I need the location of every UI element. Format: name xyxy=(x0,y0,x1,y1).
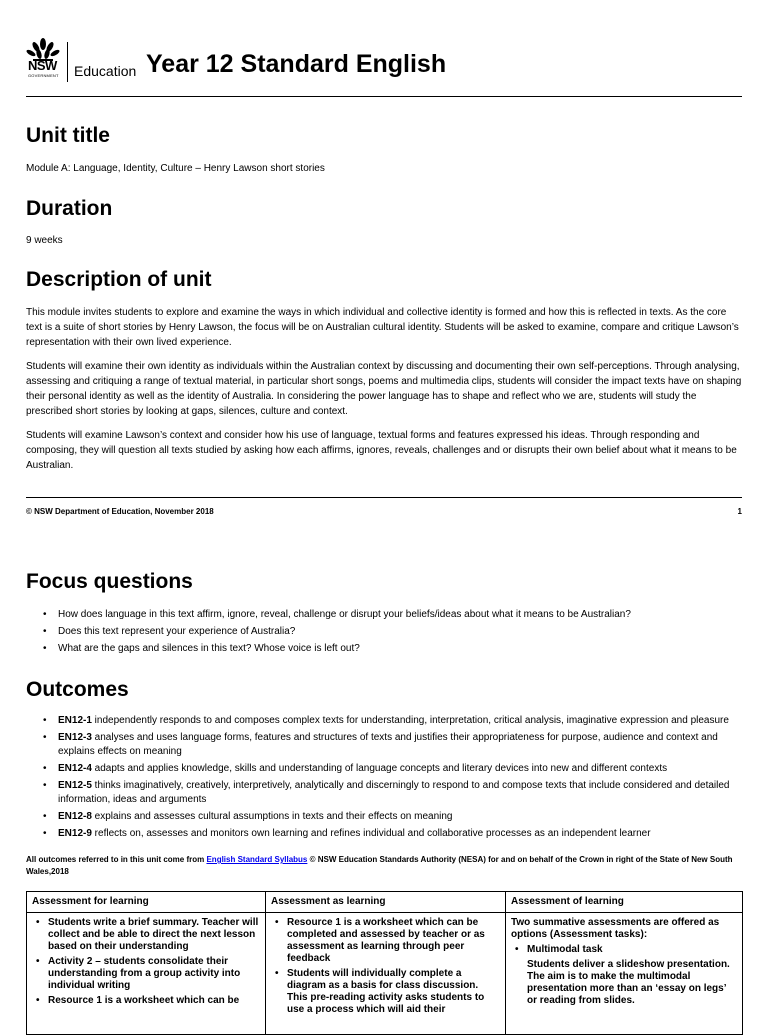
description-paragraph-1: This module invites students to explore and examine the ways in which individual and collective identity is formed and how this is reflected in texts. As the core text is a suite of short stories by Henry Lawson, the focus will be on Australian cultural identity. Students will be asked to examine, compare and critique Lawson’s representation with their own lived experience. xyxy=(26,307,739,348)
department-name: Education xyxy=(74,63,137,79)
duration-text: 9 weeks xyxy=(26,235,63,246)
outcome-code: EN12-5 xyxy=(58,780,92,791)
column-header: Assessment of learning xyxy=(506,892,743,913)
list-item: • Activity 2 – students consolidate their understanding from a group activity into individual writing xyxy=(32,956,260,992)
outcome-code: EN12-3 xyxy=(58,732,92,743)
list-item xyxy=(26,810,742,824)
logo-divider xyxy=(67,42,68,82)
assessment-detail: Students deliver a slideshow presentation. The aim is to make the multimodal presentation more than an ‘essay on legs’ or reading from slides. xyxy=(527,959,730,1006)
list-item xyxy=(26,731,742,759)
table-row xyxy=(27,913,743,1035)
outcome-code: EN12-8 xyxy=(58,811,92,822)
footer-page-number: 1 xyxy=(737,507,742,516)
outcome-text: independently responds to and composes complex texts for understanding, interpretation, critical analysis, imaginative expression and pleasure xyxy=(91,715,729,726)
footer-divider xyxy=(26,497,742,498)
outcome-code: EN12-9 xyxy=(58,828,92,839)
focus-questions-heading: Focus questions xyxy=(26,570,193,593)
outcome-text: reflects on, assesses and monitors own learning and refines individual and collaborative processes as an independent learner xyxy=(91,828,651,839)
list-item: • Students will individually complete a diagram as a basis for class discussion. This pre-reading activity asks students to use a process which will aid their xyxy=(271,968,500,1016)
outcome-text: thinks imaginatively, creatively, interpretively, analytically and discerningly to respond to and compose texts that include considered and detailed information, ideas and arguments xyxy=(58,780,730,805)
unit-title-text: Module A: Language, Identity, Culture – Henry Lawson short stories xyxy=(26,163,325,174)
table-cell xyxy=(266,913,506,1035)
outcome-code: EN12-1 xyxy=(58,715,92,726)
table-cell xyxy=(506,913,743,1035)
table-cell xyxy=(27,913,266,1035)
outcomes-source-note xyxy=(26,854,742,878)
list-item xyxy=(26,779,742,807)
list-item xyxy=(26,827,742,841)
table-header-row xyxy=(27,892,743,913)
list-item: • What are the gaps and silences in this text? Whose voice is left out? xyxy=(26,642,742,656)
page-header xyxy=(26,30,742,97)
list-item xyxy=(26,762,742,776)
note-text: All outcomes referred to in this unit come from xyxy=(26,855,207,864)
outcome-code: EN12-4 xyxy=(58,763,92,774)
outcome-text: explains and assesses cultural assumptions in texts and their effects on meaning xyxy=(91,811,453,822)
duration-heading: Duration xyxy=(26,197,113,220)
document-title: Year 12 Standard English xyxy=(146,50,447,78)
note-text: © NSW Education Standards Authority (NESA) for and on behalf of the Crown in right of the State of New South Wales,2018 xyxy=(26,855,733,876)
list-item: • Students write a brief summary. Teacher will collect and be able to direct the next lesson based on their understanding xyxy=(32,917,260,953)
outcomes-heading: Outcomes xyxy=(26,678,129,701)
outcomes-list xyxy=(26,714,742,844)
assessment-intro: Two summative assessments are offered as options (Assessment tasks): xyxy=(511,917,720,940)
list-item: • How does language in this text affirm, ignore, reveal, challenge or disrupt your beliefs/ideas about what it means to be Australian? xyxy=(26,608,742,622)
focus-questions-list xyxy=(26,608,742,659)
footer-copyright: © NSW Department of Education, November 2018 xyxy=(26,507,214,516)
assessment-table xyxy=(26,891,743,1035)
list-item: • Does this text represent your experience of Australia? xyxy=(26,625,742,639)
description-heading: Description of unit xyxy=(26,268,212,291)
list-item: • Multimodal task xyxy=(511,944,737,956)
logo-subtext: GOVERNMENT xyxy=(28,73,59,78)
description-paragraph-3: Students will examine Lawson’s context and consider how his use of language, textual forms and features expressed his ideas. Through responding and composing, they will question all texts studied by asking how each affirms, ignores, reveals, challenges and or disrupts their own belief about what it means to be Australian. xyxy=(26,430,737,471)
syllabus-link[interactable]: English Standard Syllabus xyxy=(206,855,308,864)
list-item: • Resource 1 is a worksheet which can be completed and assessed by teacher or as assessment as learning through peer feedback xyxy=(271,917,500,965)
list-item xyxy=(26,714,742,728)
outcome-text: adapts and applies knowledge, skills and understanding of language concepts and literary devices into new and different contexts xyxy=(91,763,668,774)
column-header: Assessment for learning xyxy=(27,892,266,913)
column-header: Assessment as learning xyxy=(266,892,506,913)
list-item: • Resource 1 is a worksheet which can be xyxy=(32,995,260,1007)
unit-title-heading: Unit title xyxy=(26,124,110,147)
logo-wordmark: NSW xyxy=(28,58,57,73)
description-paragraph-2: Students will examine their own identity as individuals within the Australian context by discussing and documenting their own self-perceptions. Through analysing, assessing and critiquing a range of textual material, in particular short songs, poems and multimedia clips, students will consider the impact texts have on shaping their personal identity as well as the identity of Australia. In considering the power language has to shape and reflect who we are, students will study the prescribed short stories by looking at gaps, silences, culture and context. xyxy=(26,361,742,417)
outcome-text: analyses and uses language forms, features and structures of texts and justifies their appropriateness for purpose, audience and context and explains effects on meaning xyxy=(58,732,718,757)
